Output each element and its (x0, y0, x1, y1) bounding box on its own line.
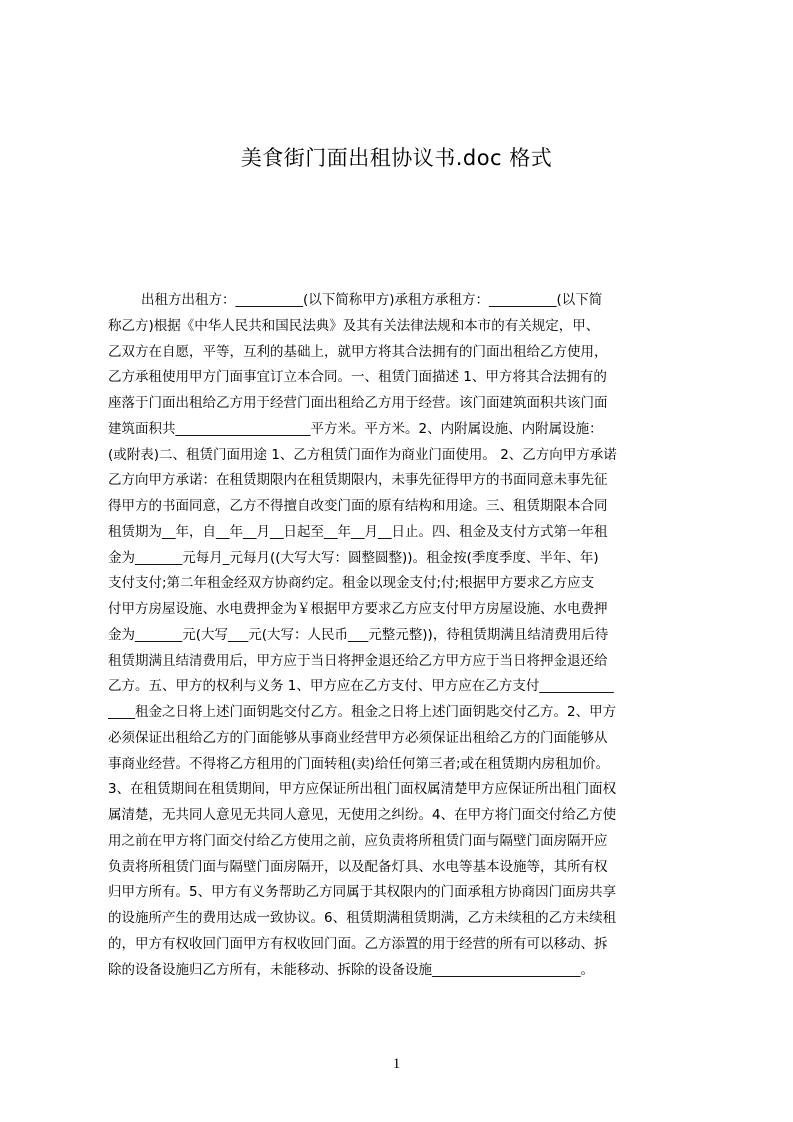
page-number: 1 (392, 1056, 401, 1072)
body-line: 属清楚，无共同人意见无共同人意见，无使用之纠纷。4、在甲方将门面交付给乙方使 (108, 807, 617, 823)
body-line: 3、在租赁期间在租赁期间，甲方应保证所出租门面权属清楚甲方应保证所出租门面权 (108, 781, 617, 798)
body-line: 的设施所产生的费用达成一致协议。6、租赁期满租赁期满，乙方未续租的乙方未续租 (108, 910, 617, 926)
document-body (108, 288, 698, 983)
document-title: 美食街门面出租协议书.doc 格式 (240, 146, 553, 170)
body-line: 归甲方所有。5、甲方有义务帮助乙方同属于其权限内的门面承租方协商因门面房共享 (108, 884, 617, 901)
body-line: 乙方承租使用甲方门面事宜订立本合同。一、租赁门面描述 1、甲方将其合法拥有的 (108, 369, 607, 386)
body-line: 得甲方的书面同意，乙方不得擅自改变门面的原有结构和用途。三、租赁期限本合同 (108, 498, 608, 514)
body-line: 乙双方在自愿，平等，互利的基础上，就甲方将其合法拥有的门面出租给乙方使用， (108, 343, 608, 360)
body-line: 用之前在甲方将门面交付给乙方使用之前，应负责将所租赁门面与隔壁门面房隔开应 (108, 832, 608, 849)
body-line: 租赁期为__年，自__年__月__日起至__年__月__日止。四、租金及支付方式第一年租 (108, 523, 608, 540)
body-line: 建筑面积共____________________平方米。平方米。2、内附属设施、内附属设施： (108, 420, 603, 437)
body-line: 的，甲方有权收回门面甲方有权收回门面。乙方添置的用于经营的所有可以移动、拆 (108, 935, 608, 952)
body-line: 必须保证出租给乙方的门面能够从事商业经营甲方必须保证出租给乙方的门面能够从 (108, 729, 608, 746)
body-line: 事商业经营。不得将乙方租用的门面转租(卖)给任何第三者;或在租赁期内房租加价。 (108, 755, 610, 772)
body-line: 金为_______元每月_元每月((大写大写：圆整圆整))。租金按(季度季度、半年、年) (108, 549, 599, 566)
body-line: 负责将所租赁门面与隔壁门面房隔开，以及配备灯具、水电等基本设施等，其所有权 (108, 858, 608, 875)
body-line: ____租金之日将上述门面钥匙交付乙方。租金之日将上述门面钥匙交付乙方。2、甲方 (108, 704, 617, 720)
body-line: 付甲方房屋设施、水电费押金为￥根据甲方要求乙方应支付甲方房屋设施、水电费押 (108, 601, 608, 617)
body-line: 称乙方)根据《中华人民共和国民法典》及其有关法律法规和本市的有关规定，甲、 (108, 317, 600, 334)
body-line: 租赁期满且结清费用后，甲方应于当日将押金退还给乙方甲方应于当日将押金退还给 (108, 652, 608, 669)
body-line: 金为_______元(大写___元(大写：人民币___元整元整))，待租赁期满且结清费用后待 (108, 626, 609, 643)
body-line: 乙方。五、甲方的权利与义务 1、甲方应在乙方支付、甲方应在乙方支付___________ (108, 678, 614, 695)
body-line: 除的设备设施归乙方所有，未能移动、拆除的设备设施______________________。 (108, 961, 594, 978)
body-line: 座落于门面出租给乙方用于经营门面出租给乙方用于经营。该门面建筑面积共该门面 (108, 395, 608, 411)
body-line: 支付支付;第二年租金经双方协商约定。租金以现金支付;付;根据甲方要求乙方应支 (108, 575, 595, 592)
body-line: (或附表)二、租赁门面用途 1、乙方租赁门面作为商业门面使用。 2、乙方向甲方承诺 (108, 446, 617, 463)
body-line: 乙方向甲方承诺：在租赁期限内在租赁期限内，未事先征得甲方的书面同意未事先征 (108, 472, 608, 489)
body-line: 出租方出租方：__________(以下简称甲方)承租方承租方：__________(以下简 (141, 292, 603, 308)
